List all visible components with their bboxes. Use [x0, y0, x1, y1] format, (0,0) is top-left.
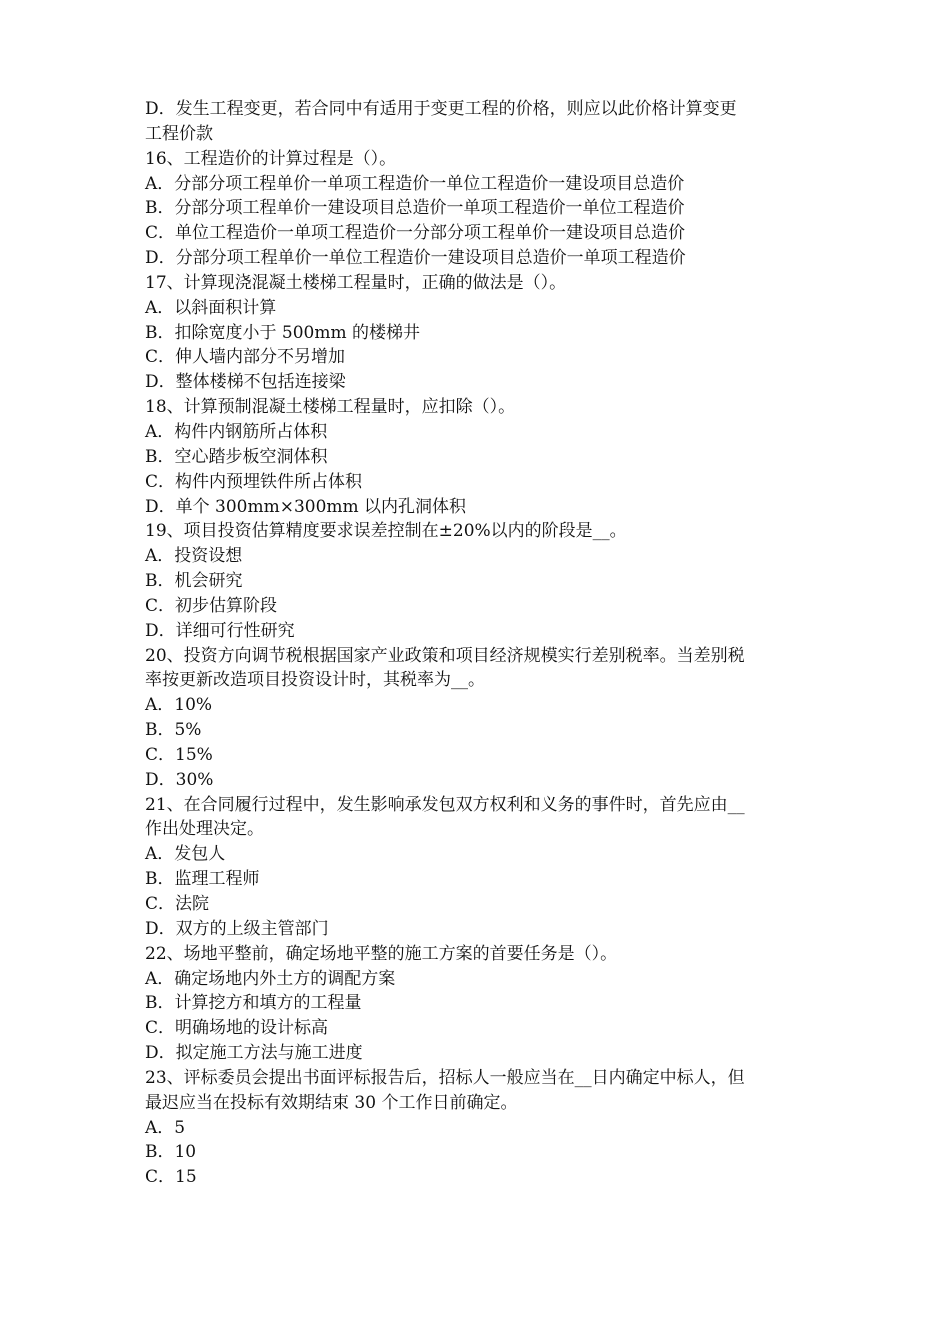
question-20: 20、投资方向调节税根据国家产业政策和项目经济规模实行差别税率。当差别税 [145, 645, 745, 666]
question-18: 18、计算预制混凝土楼梯工程量时，应扣除（）。 [145, 397, 516, 418]
question-21-cont: 作出处理决定。 [145, 819, 264, 840]
option-b: B．计算挖方和填方的工程量 [145, 993, 362, 1014]
text-line: D．发生工程变更，若合同中有适用于变更工程的价格，则应以此价格计算变更 [145, 99, 737, 119]
option-b: B．监理工程师 [145, 869, 260, 890]
option-b: B．分部分项工程单价一建设项目总造价一单项工程造价一单位工程造价 [145, 198, 685, 219]
question-23-cont: 最迟应当在投标有效期结束 30 个工作日前确定。 [145, 1092, 518, 1113]
option-b: B．5% [145, 720, 202, 741]
option-c: C．15% [145, 744, 213, 765]
option-c: C．伸人墙内部分不另增加 [145, 347, 346, 368]
option-c: C．明确场地的设计标高 [145, 1018, 329, 1039]
text-line: 工程价款 [145, 123, 213, 144]
question-22: 22、场地平整前，确定场地平整的施工方案的首要任务是（）。 [145, 943, 618, 964]
option-d: D．单个 300mm×300mm 以内孔洞体积 [145, 496, 467, 517]
option-a: A．分部分项工程单价一单项工程造价一单位工程造价一建设项目总造价 [145, 173, 685, 194]
option-d: D．30% [145, 769, 214, 790]
option-b: B．机会研究 [145, 571, 243, 592]
option-a: A．发包人 [145, 844, 226, 865]
option-b: B．空心踏步板空洞体积 [145, 446, 328, 467]
option-a: A．10% [145, 695, 213, 716]
option-a: A．确定场地内外土方的调配方案 [145, 968, 396, 989]
option-d: D．详细可行性研究 [145, 620, 295, 641]
option-b: B．扣除宽度小于 500mm 的楼梯井 [145, 322, 420, 343]
option-d: D．整体楼梯不包括连接梁 [145, 372, 346, 393]
question-19: 19、项目投资估算精度要求误差控制在±20%以内的阶段是__。 [145, 521, 627, 542]
option-c: C．单位工程造价一单项工程造价一分部分项工程单价一建设项目总造价 [145, 223, 686, 244]
question-17: 17、计算现浇混凝土楼梯工程量时，正确的做法是（）。 [145, 272, 567, 293]
document-page [145, 97, 815, 1190]
question-20-cont: 率按更新改造项目投资设计时，其税率为__。 [145, 670, 485, 691]
question-16: 16、工程造价的计算过程是（）。 [145, 148, 397, 169]
option-c: C．构件内预埋铁件所占体积 [145, 471, 363, 492]
question-23: 23、评标委员会提出书面评标报告后，招标人一般应当在__日内确定中标人，但 [145, 1067, 745, 1088]
option-c: C．法院 [145, 894, 210, 914]
option-d: D．双方的上级主管部门 [145, 918, 329, 939]
option-c: C．15 [145, 1167, 197, 1188]
option-b: B．10 [145, 1142, 197, 1163]
option-a: A．5 [145, 1117, 186, 1138]
option-a: A．投资设想 [145, 546, 243, 567]
option-d: D．拟定施工方法与施工进度 [145, 1043, 363, 1064]
option-c: C．初步估算阶段 [145, 595, 278, 616]
option-a: A．构件内钢筋所占体积 [145, 421, 328, 442]
option-d: D．分部分项工程单价一单位工程造价一建设项目总造价一单项工程造价 [145, 248, 686, 269]
option-a: A．以斜面积计算 [145, 297, 277, 318]
question-21: 21、在合同履行过程中，发生影响承发包双方权利和义务的事件时，首先应由__ [145, 794, 745, 815]
